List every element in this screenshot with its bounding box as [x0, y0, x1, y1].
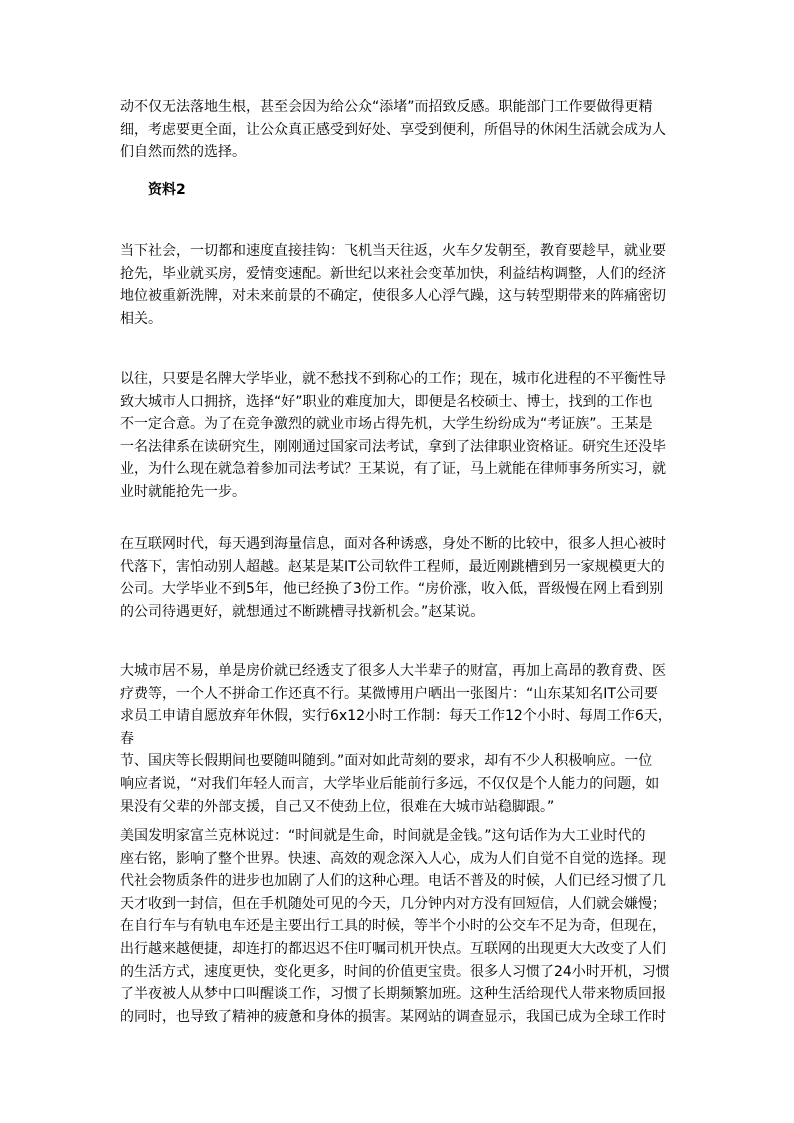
- paragraph-certificate: 以往，只要是名牌大学毕业，就不愁找不到称心的工作；现在，城市化进程的不平衡性导 致大城市人口拥挤，选择“好”职业的难度加大，即便是名校硕士、博士，找到的工作也 不一定合意。为了在竞争激烈的就业市场占得先机，大学生纷纷成为“考证族”。王某是 一名法律系在读研究生，刚刚通过国家司法考试，拿到了法律职业资格证。研究生还没毕 业，为什么现在就急着参加司法考试？王某说，有了证，马上就能在律师事务所实习，就 业时就能抢先一步。: [120, 371, 666, 500]
- paragraph-job-hopping: 在互联网时代，每天遇到海量信息，面对各种诱惑，身处不断的比较中，很多人担心被时 代落下，害怕动别人超越。赵某是某IT公司软件工程师，最近刚跳槽到另一家规模更大的 公司。大学毕业不到5年，他已经换了3份工作。“房价涨，收入低，晋级慢在网上看到别 的公司待遇更好，就想通过不断跳槽寻找新机会。”赵某说。: [120, 536, 666, 620]
- paragraph-franklin: 美国发明家富兰克林说过：“时间就是生命，时间就是金钱。”这句话作为大工业时代的 座右铭，影响了整个世界。快速、高效的观念深入人心，成为人们自觉不自觉的选择。现 代社会物质条件的进步也加剧了人们的这种心理。电话不普及的时候，人们已经习惯了几 天才收到一封信，但在手机随处可见的今天，几分钟内对方没有回短信，人们就会嫌慢； 在自行车与有轨电车还是主要出行工具的时候，等半个小时的公交车不足为奇，但现在， 出行越来越便捷，却连打的都迟迟不住叮嘱司机开快点。互联网的出现更大大改变了人们 的生活方式，速度更快，变化更多，时间的价值更宝贵。很多人习惯了24小时开机，习惯 了半夜被人从梦中口叫醒谈工作，习惯了长期频繁加班。这种生活给现代人带来物质回报 的同时，也导致了精神的疲惫和身体的损害。某网站的调查显示，我国已成为全球工作时: [120, 828, 670, 1025]
- paragraph-big-city: 大城市居不易，单是房价就已经透支了很多人大半辈子的财富，再加上高昂的教育费、医 疗费等，一个人不拼命工作还真不行。某微博用户晒出一张图片：“山东某知名IT公司要 求员工申请自愿放弃年休假，实行6x12小时工作制：每天工作12个小时、每周工作6天，春 节、国庆等长假期间也要随叫随到。”面对如此苛刻的要求，却有不少人积极响应。一位 响应者说，“对我们年轻人而言，大学毕业后能前行多远，不仅仅是个人能力的问题，如 果没有父辈的外部支援，自己又不使劲上位，很难在大城市站稳脚跟。”: [120, 663, 672, 815]
- paragraph-continuation: 动不仅无法落地生根，甚至会因为给公众“添堵”而招致反感。职能部门工作要做得更精 细，考虑要更全面，让公众真正感受到好处、享受到便利，所倡导的休闲生活就会成为人 们自然而然的选择。: [120, 99, 666, 161]
- paragraph-speed-society: 当下社会，一切都和速度直接挂钩：飞机当天往返，火车夕发朝至，教育要趁早，就业要 抢先，毕业就买房，爱情变速配。新世纪以来社会变革加快，利益结构调整，人们的经济 地位被重新洗牌，对未来前景的不确定，使很多人心浮气躁，这与转型期带来的阵痛密切 相关。: [120, 243, 666, 327]
- section-heading-material-2: 资料2: [148, 182, 186, 198]
